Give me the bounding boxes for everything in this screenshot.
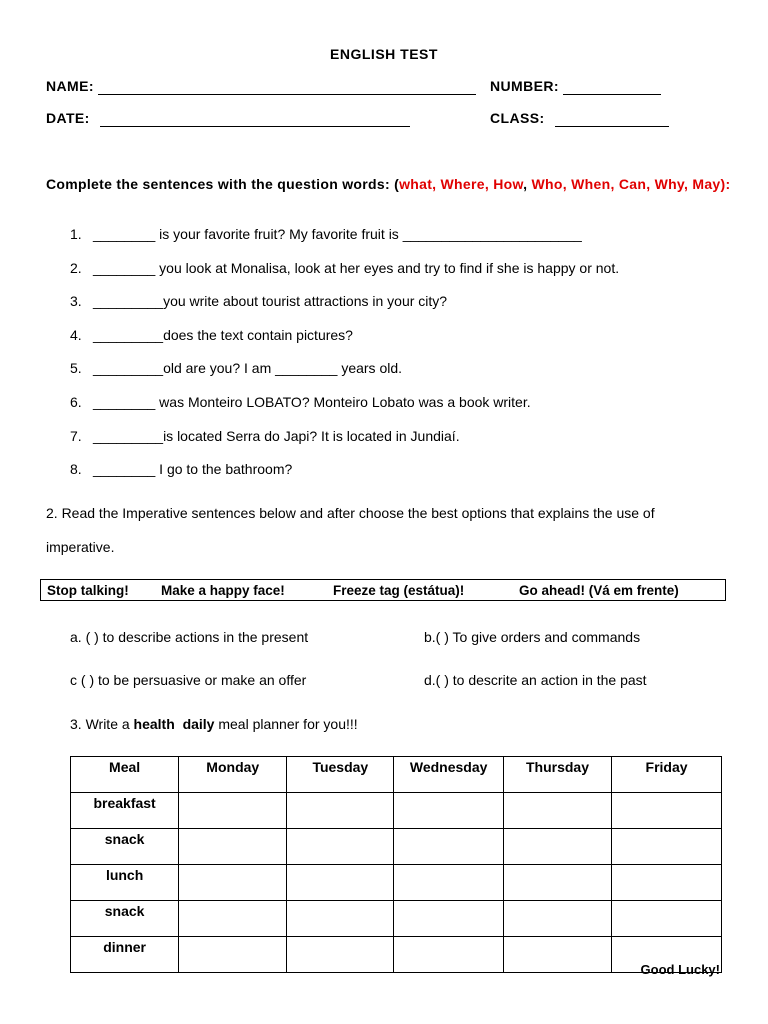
- planner-cell[interactable]: [612, 865, 722, 901]
- header-friday: Friday: [612, 757, 722, 793]
- instruction-text: Complete the sentences with the question words: (: [46, 176, 400, 192]
- planner-cell[interactable]: [179, 793, 287, 829]
- header-tuesday: Tuesday: [287, 757, 394, 793]
- section3-suffix: meal planner for you!!!: [214, 716, 358, 732]
- meal-planner-table: [70, 756, 722, 973]
- footer-good-luck: Good Lucky!: [640, 962, 720, 977]
- option-c[interactable]: c ( ) to be persuasive or make an offer: [70, 672, 307, 688]
- number-blank[interactable]: [563, 78, 661, 95]
- question-2: [70, 260, 619, 276]
- question-7: [70, 428, 460, 444]
- question-number: 8.: [70, 461, 82, 477]
- table-row: [71, 901, 722, 937]
- page-title: ENGLISH TEST: [330, 46, 438, 62]
- name-label: NAME:: [46, 78, 94, 94]
- question-text: ________ I go to the bathroom?: [93, 461, 293, 477]
- question-words-2: Who,: [531, 176, 567, 192]
- table-row: [71, 865, 722, 901]
- question-4: [70, 327, 353, 343]
- question-8: [70, 461, 292, 477]
- planner-cell[interactable]: [612, 901, 722, 937]
- imperative-item: Freeze tag (estátua)!: [333, 583, 465, 598]
- planner-cell[interactable]: [179, 937, 287, 973]
- meal-label: snack: [71, 829, 179, 865]
- meal-label: dinner: [71, 937, 179, 973]
- question-words-1: what, Where, How: [399, 176, 524, 192]
- section3-bold-health: health: [133, 716, 175, 732]
- question-6: [70, 394, 531, 410]
- planner-cell[interactable]: [394, 865, 503, 901]
- planner-cell[interactable]: [612, 829, 722, 865]
- question-text: _________is located Serra do Japi? It is located in Jundiaí.: [93, 428, 460, 444]
- option-b[interactable]: b.( ) To give orders and commands: [424, 629, 641, 645]
- meal-label: lunch: [71, 865, 179, 901]
- question-number: 4.: [70, 327, 82, 343]
- meal-label: breakfast: [71, 793, 179, 829]
- planner-cell[interactable]: [179, 901, 287, 937]
- class-label: CLASS:: [490, 110, 545, 126]
- imperative-item: Go ahead! (Vá em frente): [519, 583, 679, 598]
- section2-line2: imperative.: [46, 539, 115, 555]
- planner-cell[interactable]: [394, 829, 503, 865]
- question-text: _________you write about tourist attractions in your city?: [93, 293, 448, 309]
- planner-cell[interactable]: [287, 865, 394, 901]
- planner-cell[interactable]: [503, 793, 611, 829]
- imperative-item: Make a happy face!: [161, 583, 285, 598]
- question-number: 5.: [70, 360, 82, 376]
- table-row: [71, 793, 722, 829]
- planner-cell[interactable]: [287, 829, 394, 865]
- planner-cell[interactable]: [503, 865, 611, 901]
- header-meal: Meal: [71, 757, 179, 793]
- question-number: 3.: [70, 293, 82, 309]
- class-field-row: [490, 110, 669, 127]
- number-label: NUMBER:: [490, 78, 559, 94]
- instruction: [46, 174, 736, 195]
- number-field-row: [490, 78, 661, 95]
- header-thursday: Thursday: [503, 757, 611, 793]
- question-5: [70, 360, 402, 376]
- question-3: [70, 293, 447, 309]
- imperative-item: Stop talking!: [47, 583, 129, 598]
- section3-prefix: 3. Write a: [70, 716, 134, 732]
- question-number: 1.: [70, 226, 82, 242]
- section2-line1: 2. Read the Imperative sentences below and after choose the best options that explains the use of: [46, 505, 655, 521]
- planner-cell[interactable]: [394, 901, 503, 937]
- planner-cell[interactable]: [394, 793, 503, 829]
- question-number: 7.: [70, 428, 82, 444]
- question-text: ________ was Monteiro LOBATO? Monteiro Lobato was a book writer.: [93, 394, 531, 410]
- header-wednesday: Wednesday: [394, 757, 503, 793]
- section3-bold-daily: daily: [182, 716, 215, 732]
- table-row: [71, 829, 722, 865]
- header-monday: Monday: [179, 757, 287, 793]
- planner-cell[interactable]: [287, 937, 394, 973]
- planner-cell[interactable]: [287, 793, 394, 829]
- planner-cell[interactable]: [503, 937, 611, 973]
- question-text: _________does the text contain pictures?: [93, 327, 353, 343]
- option-d[interactable]: d.( ) to descrite an action in the past: [424, 672, 647, 688]
- section3-heading: [70, 716, 358, 732]
- meal-label: snack: [71, 901, 179, 937]
- question-words-close: ):: [720, 176, 731, 192]
- planner-cell[interactable]: [503, 901, 611, 937]
- planner-cell[interactable]: [503, 829, 611, 865]
- question-text: ________ is your favorite fruit? My favorite fruit is _______________________: [93, 226, 582, 242]
- question-number: 2.: [70, 260, 82, 276]
- question-text: ________ you look at Monalisa, look at her eyes and try to find if she is happy or not.: [93, 260, 620, 276]
- question-words-3: When, Can, Why, May: [566, 176, 721, 192]
- imperative-box: [40, 579, 726, 601]
- planner-cell[interactable]: [394, 937, 503, 973]
- question-words-sep: ,: [523, 176, 532, 192]
- date-blank[interactable]: [100, 110, 410, 127]
- name-field-row: [46, 78, 476, 95]
- class-blank[interactable]: [555, 110, 669, 127]
- table-row: [71, 937, 722, 973]
- table-header-row: [71, 757, 722, 793]
- planner-cell[interactable]: [612, 793, 722, 829]
- planner-cell[interactable]: [287, 901, 394, 937]
- planner-cell[interactable]: [179, 829, 287, 865]
- question-1: [70, 226, 582, 242]
- date-field-row: [46, 110, 410, 127]
- name-blank[interactable]: [98, 78, 476, 95]
- date-label: DATE:: [46, 110, 90, 126]
- question-number: 6.: [70, 394, 82, 410]
- question-text: _________old are you? I am ________ years old.: [93, 360, 403, 376]
- planner-cell[interactable]: [179, 865, 287, 901]
- option-a[interactable]: a. ( ) to describe actions in the present: [70, 629, 309, 645]
